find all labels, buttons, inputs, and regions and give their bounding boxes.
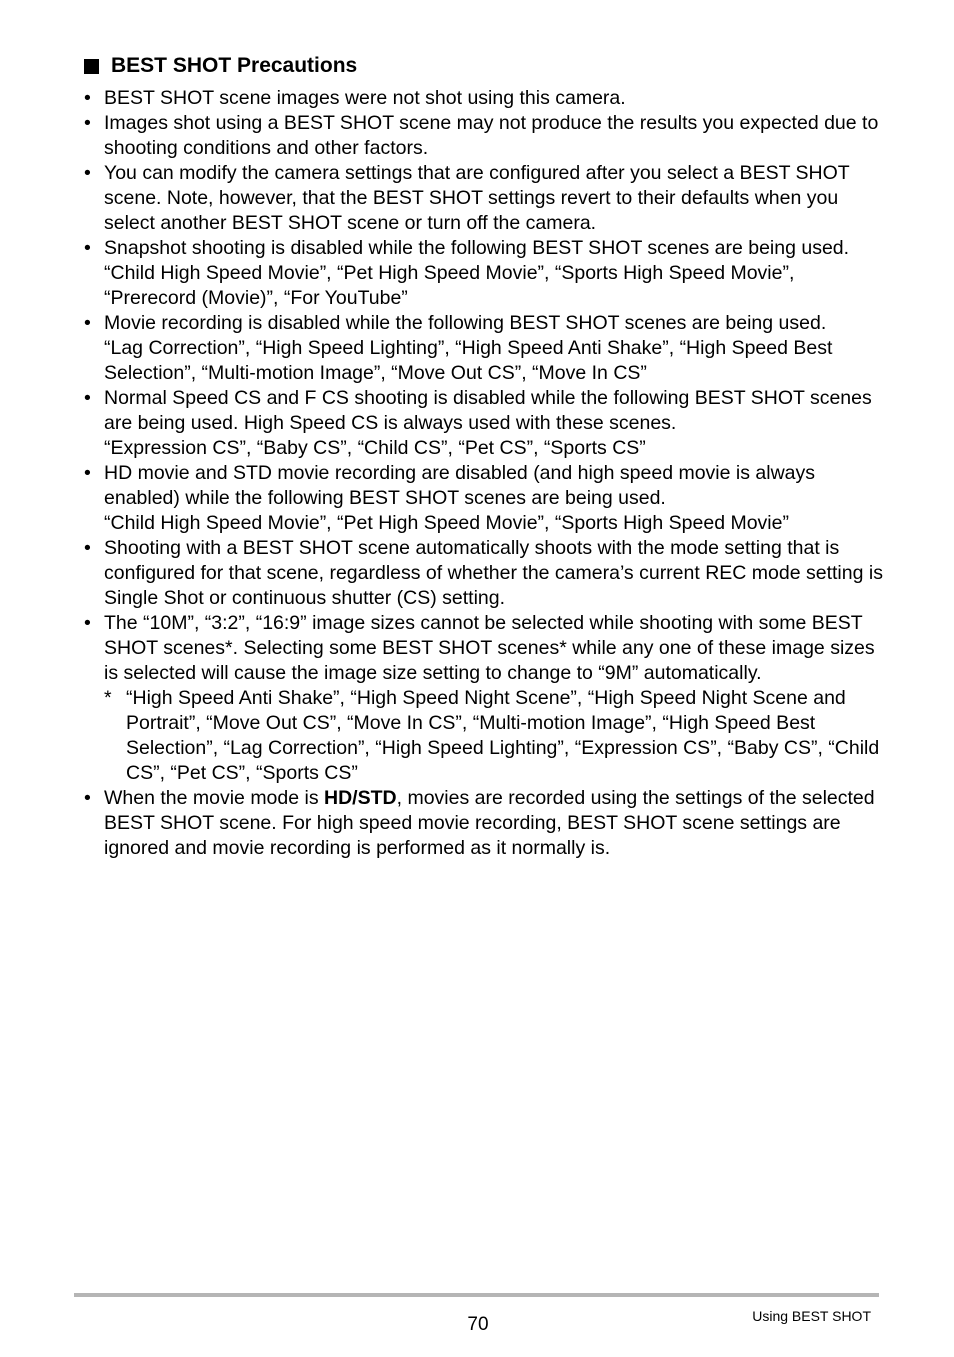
bullet-icon: • bbox=[84, 612, 91, 634]
scene-list: “Child High Speed Movie”, “Pet High Speed Movie”, “Sports High Speed Movie” bbox=[104, 512, 789, 534]
item-text: Snapshot shooting is disabled while the following BEST SHOT scenes are being used. bbox=[104, 237, 850, 259]
bullet-icon: • bbox=[84, 162, 91, 184]
bullet-icon: • bbox=[84, 237, 91, 259]
list-item bbox=[84, 536, 884, 611]
item-text: You can modify the camera settings that are configured after you select a BEST SHOT scene. Note, however, that the BEST SHOT settings revert to their defaults when you select another BEST SHOT scene or turn off the camera. bbox=[104, 162, 850, 234]
list-item bbox=[84, 386, 884, 461]
list-item bbox=[84, 236, 884, 311]
heading-title: BEST SHOT Precautions bbox=[111, 54, 358, 77]
section-name: Using BEST SHOT bbox=[752, 1308, 871, 1324]
list-item bbox=[84, 111, 884, 161]
movie-mode-label: HD/STD bbox=[324, 787, 397, 809]
scene-list: “Lag Correction”, “High Speed Lighting”, “High Speed Anti Shake”, “High Speed Best Selection”, “Multi-motion Image”, “Move Out CS”, “Move In CS” bbox=[104, 337, 833, 384]
bullet-icon: • bbox=[84, 312, 91, 334]
scene-list: “Expression CS”, “Baby CS”, “Child CS”, “Pet CS”, “Sports CS” bbox=[104, 437, 646, 459]
section-heading bbox=[84, 52, 357, 80]
list-item bbox=[84, 86, 884, 111]
page-number: 70 bbox=[467, 1314, 489, 1335]
item-text-before: When the movie mode is bbox=[104, 787, 325, 809]
list-item bbox=[84, 461, 884, 536]
list-item bbox=[84, 786, 884, 861]
footnote bbox=[104, 686, 884, 786]
bullet-icon: • bbox=[84, 787, 91, 809]
item-text: Shooting with a BEST SHOT scene automatically shoots with the mode setting that is configured for that scene, regardless of whether the camera’s current REC mode setting is Single Shot or continuous shutter (CS) setting. bbox=[104, 537, 883, 609]
item-text: Movie recording is disabled while the following BEST SHOT scenes are being used. bbox=[104, 312, 827, 334]
bullet-icon: • bbox=[84, 87, 91, 109]
bullet-icon: • bbox=[84, 537, 91, 559]
bullet-icon: • bbox=[84, 462, 91, 484]
item-text: Images shot using a BEST SHOT scene may not produce the results you expected due to shooting conditions and other factors. bbox=[104, 112, 879, 159]
item-text-after: , movies are recorded using the settings of the selected BEST SHOT scene. For high speed movie recording, BEST SHOT scene settings are ignored and movie recording is performed as it normally is. bbox=[104, 787, 875, 859]
footnote-text: “High Speed Anti Shake”, “High Speed Night Scene”, “High Speed Night Scene and Portrait”, “Move Out CS”, “Move In CS”, “Multi-motion Image”, “High Speed Best Selection”, “Lag Correction”, “High Speed Lighting”, “Expression CS”, “Baby CS”, “Child CS”, “Pet CS”, “Sports CS” bbox=[126, 687, 880, 784]
footer-divider bbox=[74, 1293, 879, 1297]
item-text: Normal Speed CS and F CS shooting is disabled while the following BEST SHOT scenes are being used. High Speed CS is always used with these scenes. bbox=[104, 387, 872, 434]
item-text: BEST SHOT scene images were not shot using this camera. bbox=[104, 87, 626, 109]
asterisk-mark: * bbox=[104, 687, 112, 709]
item-text: HD movie and STD movie recording are disabled (and high speed movie is always enabled) while the following BEST SHOT scenes are being used. bbox=[104, 462, 816, 509]
list-item bbox=[84, 311, 884, 386]
list-item bbox=[84, 161, 884, 236]
scene-list: “Child High Speed Movie”, “Pet High Speed Movie”, “Sports High Speed Movie”, “Prerecord (Movie)”, “For YouTube” bbox=[104, 262, 795, 309]
list-item bbox=[84, 611, 884, 786]
item-text: The “10M”, “3:2”, “16:9” image sizes cannot be selected while shooting with some BEST SHOT scenes*. Selecting some BEST SHOT scenes* while any one of these image sizes is selected will cause the image size setting to change to “9M” automatically. bbox=[104, 612, 875, 684]
bullet-icon: • bbox=[84, 112, 91, 134]
bullet-icon: • bbox=[84, 387, 91, 409]
black-square-icon bbox=[84, 59, 99, 74]
precautions-list bbox=[84, 86, 884, 861]
